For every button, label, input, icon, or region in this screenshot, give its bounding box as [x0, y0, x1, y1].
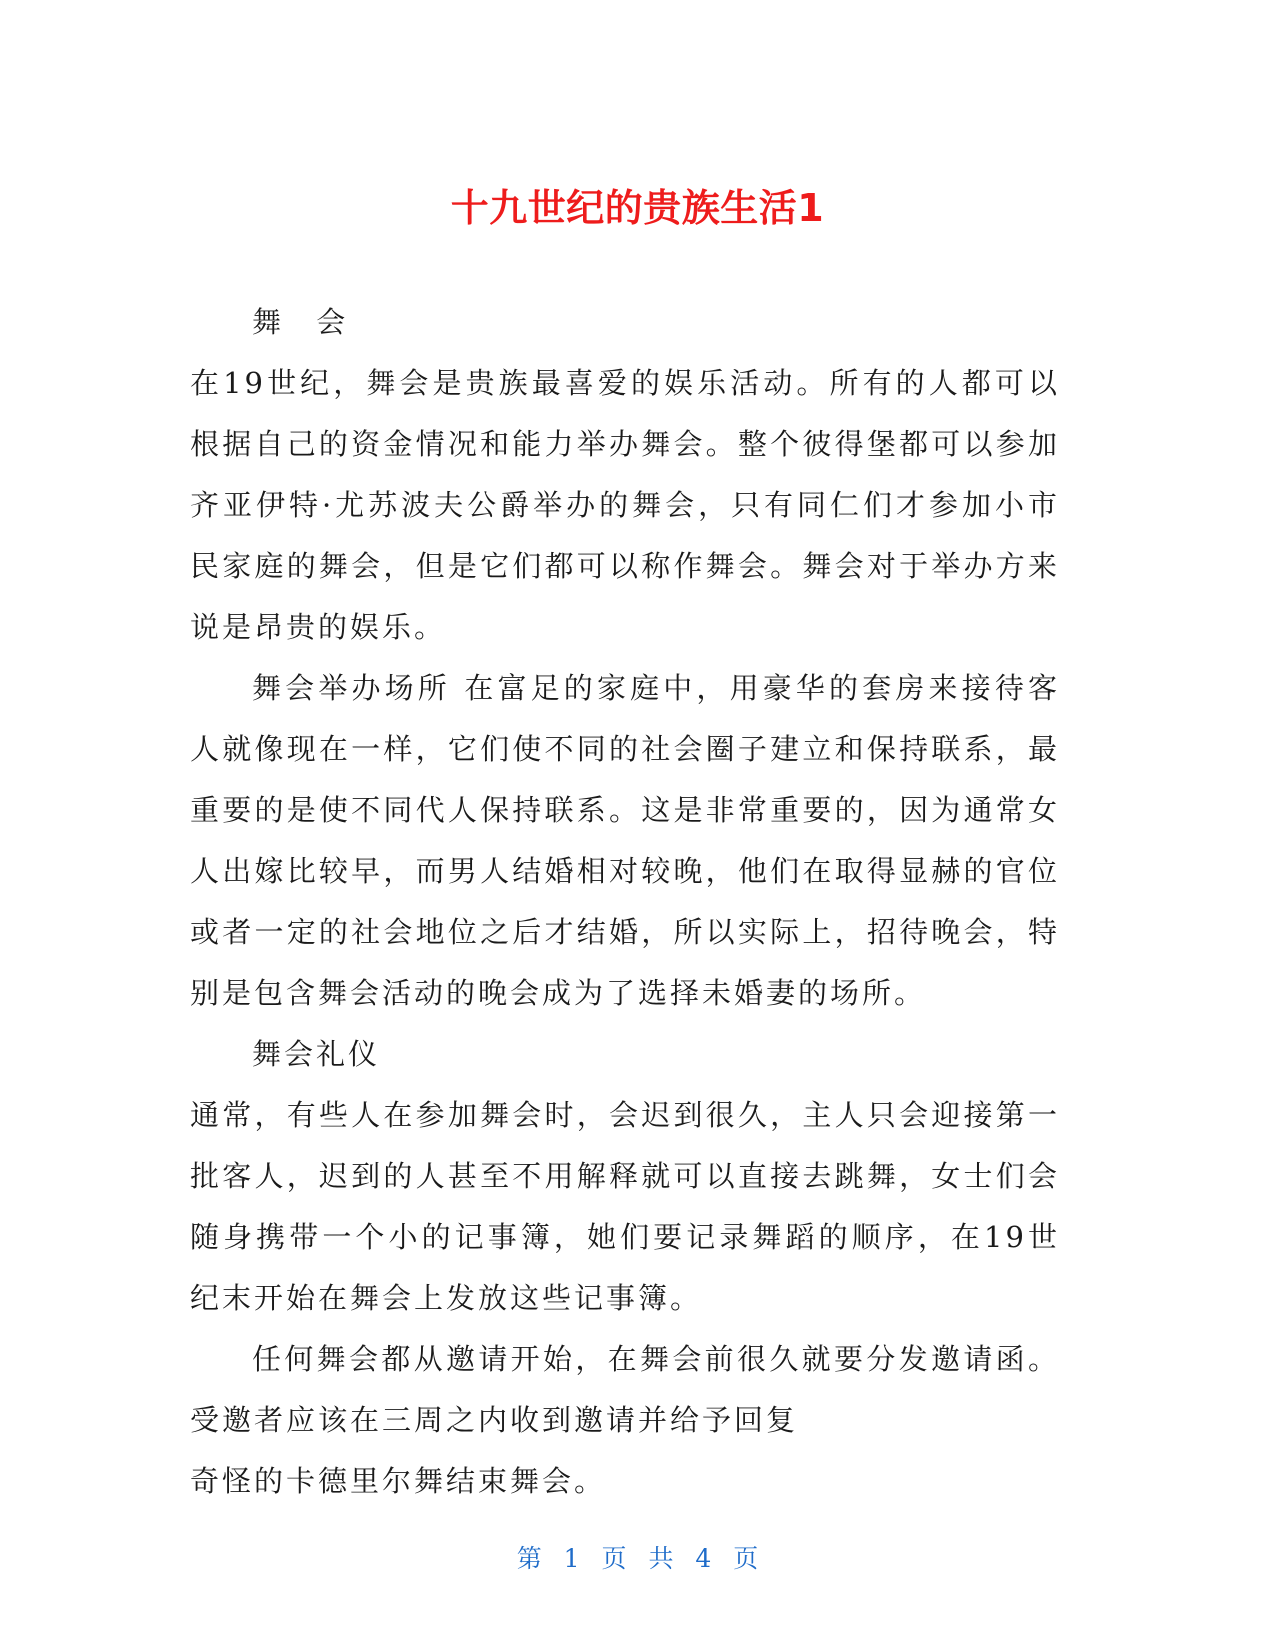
page-number-footer: 第 1 页 共 4 页 [516, 1544, 759, 1573]
paragraph-etiquette: 通常，有些人在参加舞会时，会迟到很久，主人只会迎接第一批客人，迟到的人甚至不用解释就可以直接去跳舞，女士们会随身携带一个小的记事簿，她们要记录舞蹈的顺序，在19世纪末开始在舞会上发放这些记事簿。 [190, 1098, 1060, 1315]
paragraph-closing: 奇怪的卡德里尔舞结束舞会。 [190, 1464, 607, 1498]
paragraph-invitation: 任何舞会都从邀请开始，在舞会前很久就要分发邀请函。受邀者应该在三周之内收到邀请并给予回复 [190, 1342, 1060, 1437]
document-title: 十九世纪的贵族生活1 [450, 186, 825, 231]
section-heading-etiquette: 舞会礼仪 [252, 1037, 381, 1071]
paragraph-ball-venue: 舞会举办场所 在富足的家庭中，用豪华的套房来接待客人就像现在一样，它们使不同的社会圈子建立和保持联系，最重要的是使不同代人保持联系。这是非常重要的，因为通常女人出嫁比较早，而男人结婚相对较晚，他们在取得显赫的官位或者一定的社会地位之后才结婚，所以实际上，招待晚会，特别是包含舞会活动的晚会成为了选择未婚妻的场所。 [190, 671, 1060, 1010]
document-body [190, 292, 1060, 1512]
paragraph-ball-intro: 在19世纪，舞会是贵族最喜爱的娱乐活动。所有的人都可以根据自己的资金情况和能力举办舞会。整个彼得堡都可以参加齐亚伊特·尤苏波夫公爵举办的舞会，只有同仁们才参加小市民家庭的舞会，但是它们都可以称作舞会。舞会对于举办方来说是昂贵的娱乐。 [190, 366, 1060, 644]
section-heading-ball: 舞 会 [252, 305, 349, 339]
